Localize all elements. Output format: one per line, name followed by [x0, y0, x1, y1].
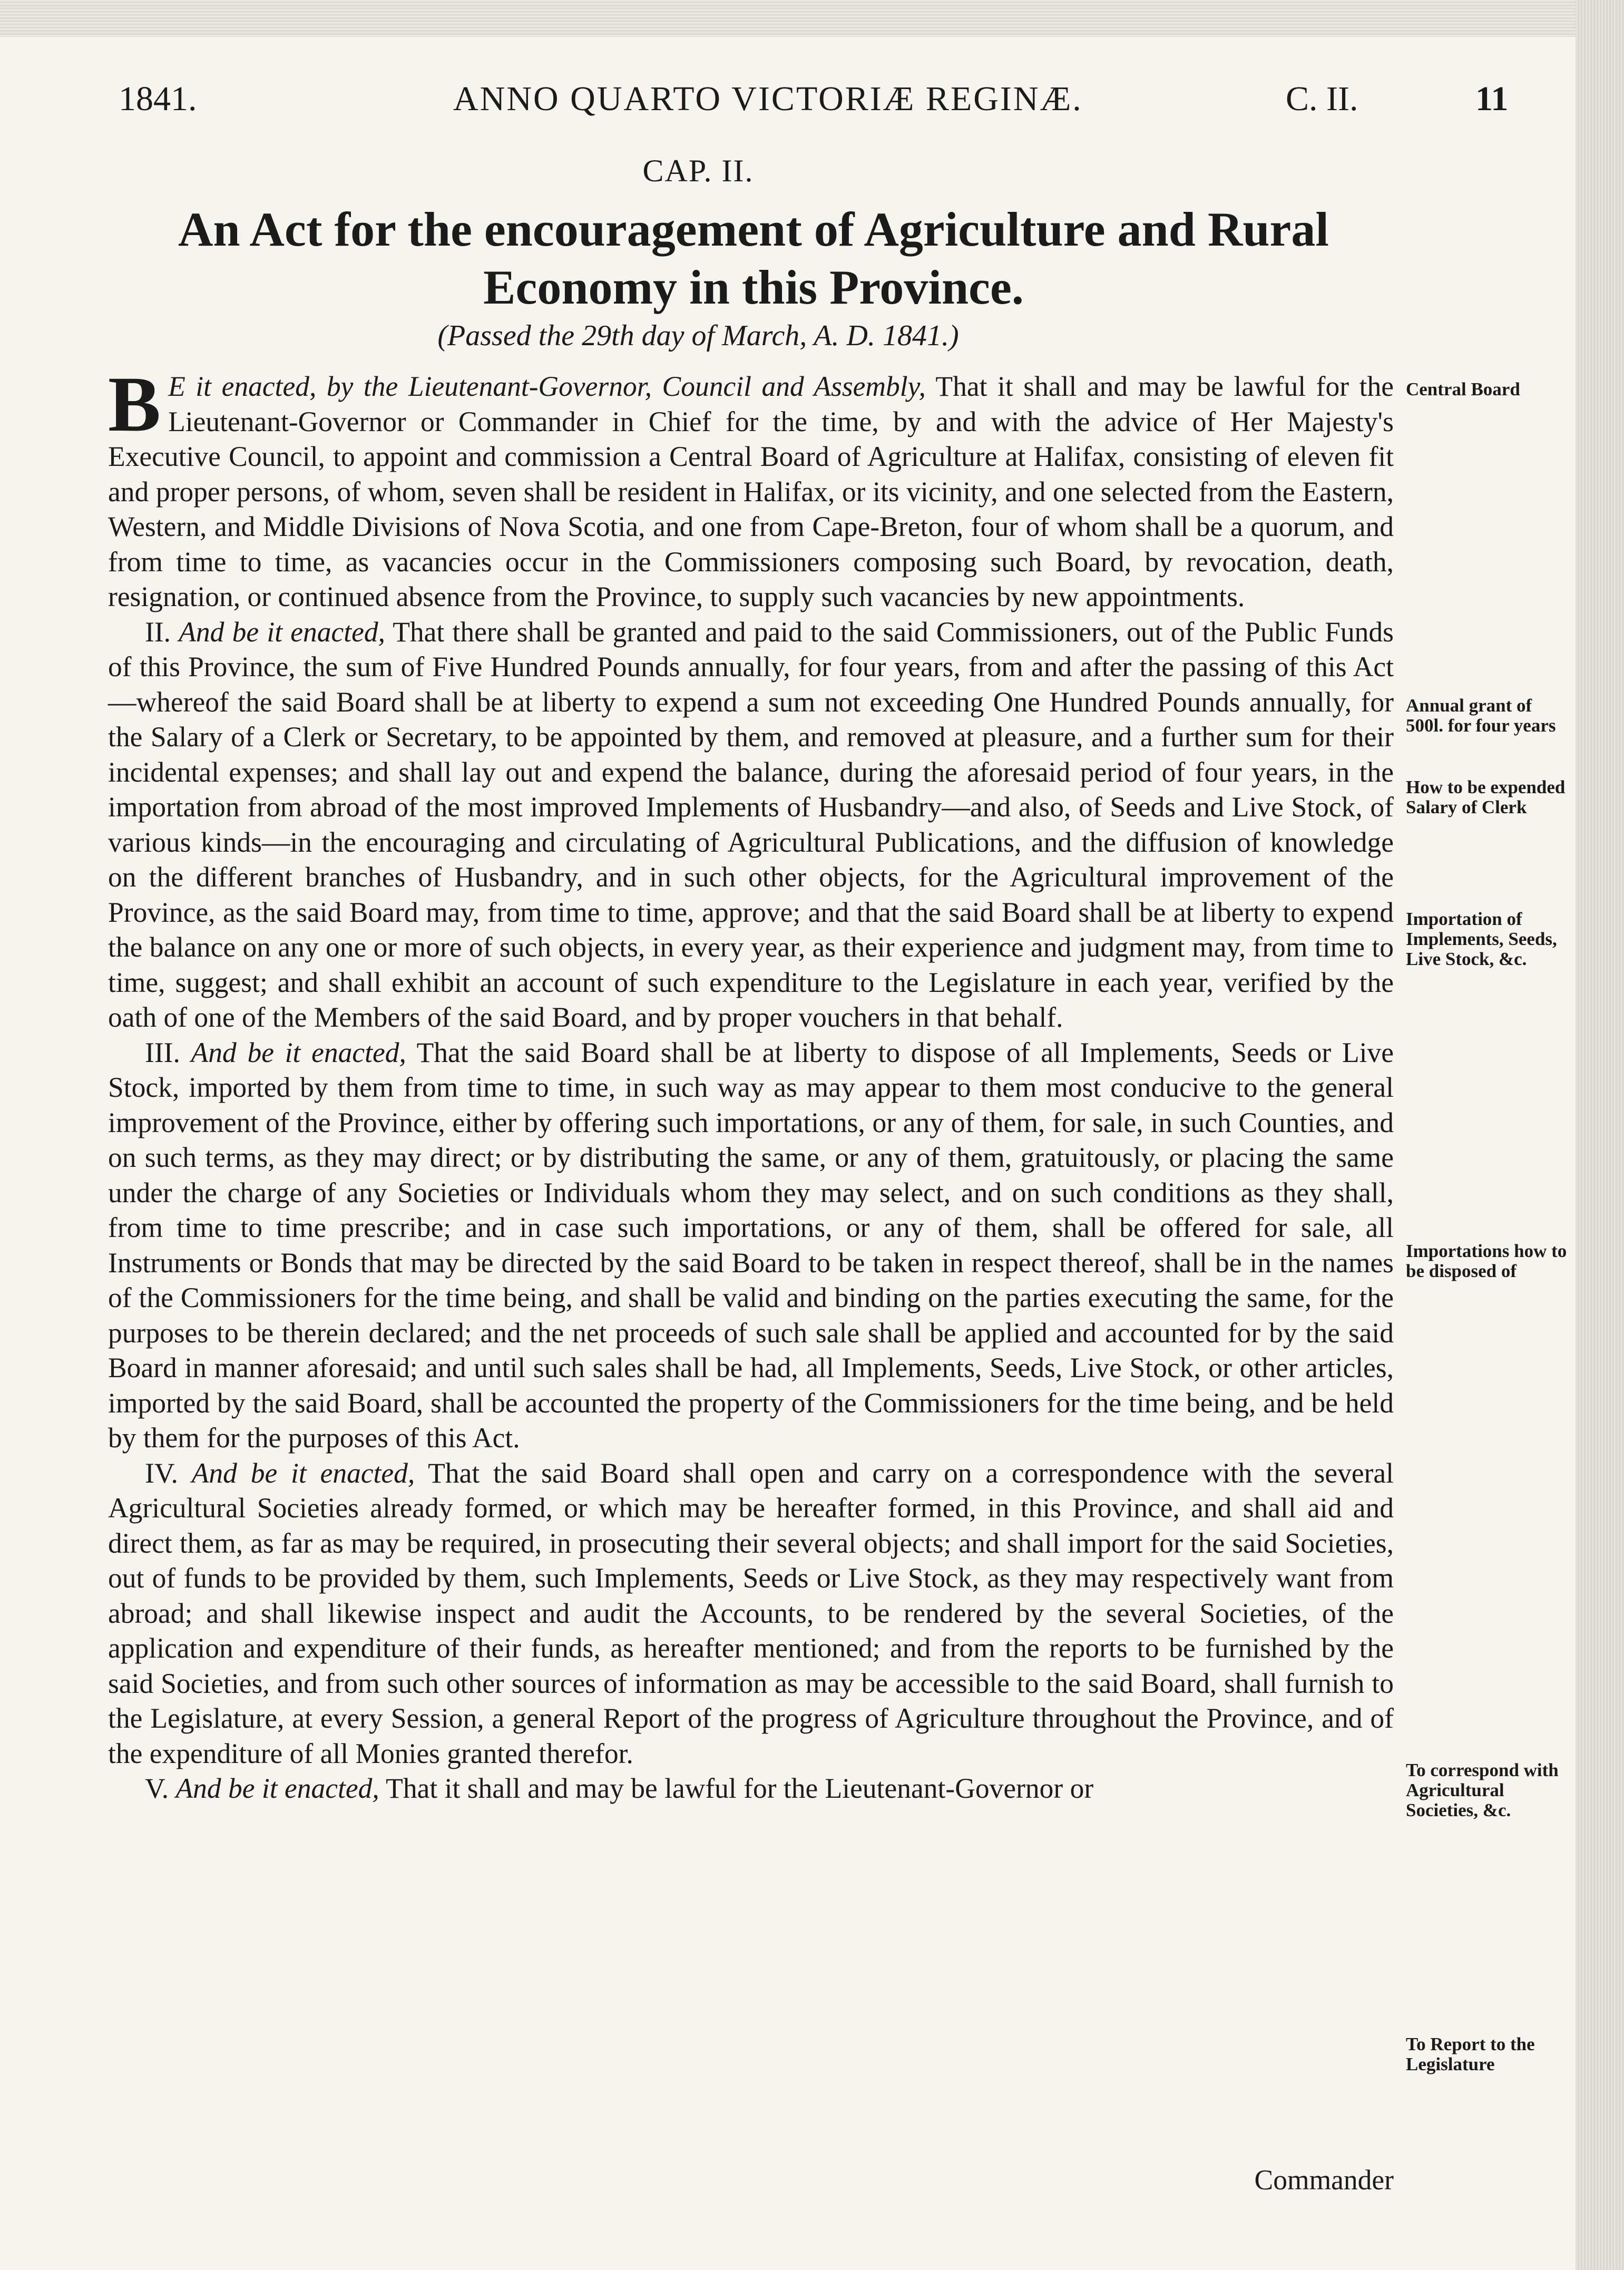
margin-note-importation: Importation of Implements, Seeds, Live Stock, &c. — [1406, 909, 1557, 969]
margin-note-central-board: Central Board — [1406, 379, 1520, 400]
catchword: Commander — [1254, 2164, 1394, 2196]
act-title-line-1: An Act for the encouragement of Agriculture and Rural — [178, 202, 1329, 256]
scan-edge-right — [1576, 0, 1624, 2270]
section-3-enacting: And be it enacted, — [191, 1036, 406, 1068]
drop-cap: B — [108, 361, 161, 448]
act-body — [108, 361, 1394, 1806]
passed-date — [0, 319, 1396, 353]
section-5-enacting: And be it enacted, — [175, 1772, 379, 1804]
passed-date-text: (Passed the 29th day of March, A. D. 1841.) — [437, 319, 959, 352]
running-head-chapter: C. II. — [1286, 80, 1358, 118]
section-1 — [108, 361, 1394, 615]
section-2-number: II. — [145, 616, 171, 648]
section-4-number: IV. — [145, 1457, 178, 1489]
margin-note-importations-disposed: Importations how to be disposed of — [1406, 1241, 1567, 1281]
enacting-clause: E it enacted, by the Lieutenant-Governor, Council and Assembly, — [168, 371, 926, 402]
running-head — [0, 79, 1624, 132]
section-5 — [108, 1771, 1394, 1806]
section-4 — [108, 1456, 1394, 1771]
page-number: 11 — [1475, 80, 1509, 118]
section-3-text: That the said Board shall be at liberty to dispose of all Implements, Seeds or Live Stock, imported by them from time to time, in such way as may appear to them most conducive to the general improvement of the Province, either by offering such importations, or any of them, for sale, in such Counties, and on such terms, as they may direct; or by distributing the same, or any of them, gratuitously, or placing the same under the charge of any Societies or Individuals whom they may select, and on such conditions as they shall, from time to time prescribe; and in case such importations, or any of them, shall be offered for sale, all Instruments or Bonds that may be directed by the said Board to be taken in respect thereof, shall be in the names of the Commissioners for the time being, and shall be valid and binding on the parties executing the same, for the purposes to be therein declared; and the net proceeds of such sale shall be applied and accounted for by the said Board in manner aforesaid; and until such sales shall be had, all Implements, Seeds, Live Stock, or other articles, imported by the said Board, shall be accounted the property of the Commissioners for the time being, and be held by them for the purposes of this Act. — [108, 1036, 1394, 1454]
section-1-text: That it shall and may be lawful for the Lieutenant-Governor or Commander in Chief for the time, by and with the advice of Her Majesty's Executive Council, to appoint and commission a Central Board of Agriculture at Halifax, consisting of eleven fit and proper persons, of whom, seven shall be resident in Halifax, or its vicinity, and one selected from the Eastern, Western, and Middle Divisions of Nova Scotia, and one from Cape-Breton, four of whom shall be a quorum, and from time to time, as vacancies occur in the Commissioners composing such Board, by revocation, death, resignation, or continued absence from the Province, to supply such vacancies by new appointments. — [108, 371, 1394, 612]
section-3-number: III. — [145, 1036, 180, 1068]
section-2-text: That there shall be granted and paid to the said Commissioners, out of the Public Funds of this Province, the sum of Five Hundred Pounds annually, for four years, from and after the passing of this Act—whereof the said Board shall be at liberty to expend a sum not exceeding One Hundred Pounds annually, for the Salary of a Clerk or Secretary, to be appointed by them, and removed at pleasure, and a further sum for their incidental expenses; and shall lay out and expend the balance, during the aforesaid period of four years, in the importation from abroad of the most improved Implements of Husbandry—and also, of Seeds and Live Stock, of various kinds—in the encouraging and circulating of Agricultural Publications, and the diffusion of knowledge on the different branches of Husbandry, and in such other objects, for the Agricultural improvement of the Province, as the said Board may, from time to time, approve; and that the said Board shall be at liberty to expend the balance on any one or more of such objects, in every year, as their experience and judgment may, from time to time, suggest; and shall exhibit an account of such expenditure to the Legislature in each year, verified by the oath of one of the Members of the said Board, and by proper vouchers in that behalf. — [108, 616, 1394, 1033]
section-5-text: That it shall and may be lawful for the Lieutenant-Governor or — [379, 1772, 1094, 1804]
section-2 — [108, 615, 1394, 1035]
chapter-heading: CAP. II. — [642, 153, 754, 188]
running-head-title: ANNO QUARTO VICTORIÆ REGINÆ. — [453, 80, 1083, 118]
scan-edge-top — [0, 0, 1624, 37]
act-title — [105, 200, 1402, 316]
section-4-enacting: And be it enacted, — [191, 1457, 415, 1489]
margin-note-report: To Report to the Legislature — [1406, 2034, 1535, 2074]
section-5-number: V. — [145, 1772, 169, 1804]
margin-note-correspond: To correspond with Agricultural Societies, &c. — [1406, 1760, 1559, 1820]
section-2-enacting: And be it enacted, — [179, 616, 385, 648]
section-4-text: That the said Board shall open and carry on a correspondence with the several Agricultural Societies already formed, or which may be hereafter formed, in this Province, and shall aid and direct them, as far as may be required, in prosecuting their several objects; and shall import for the said Societies, out of funds to be provided by them, such Implements, Seeds or Live Stock, as they may respectively want from abroad; and shall likewise inspect and audit the Accounts, to be rendered by the several Societies, of the application and expenditure of their funds, as hereafter mentioned; and from the reports to be furnished by the said Societies, and from such other sources of information as may be accessible to the said Board, shall furnish to the Legislature, at every Session, a general Report of the progress of Agriculture throughout the Province, and of the expenditure of all Monies granted therefor. — [108, 1457, 1394, 1769]
running-head-year: 1841. — [119, 80, 197, 118]
margin-note-how-expended: How to be expended Salary of Clerk — [1406, 777, 1566, 817]
margin-note-annual-grant: Annual grant of 500l. for four years — [1406, 695, 1556, 736]
act-title-line-2: Economy in this Province. — [483, 260, 1024, 314]
section-3 — [108, 1035, 1394, 1456]
